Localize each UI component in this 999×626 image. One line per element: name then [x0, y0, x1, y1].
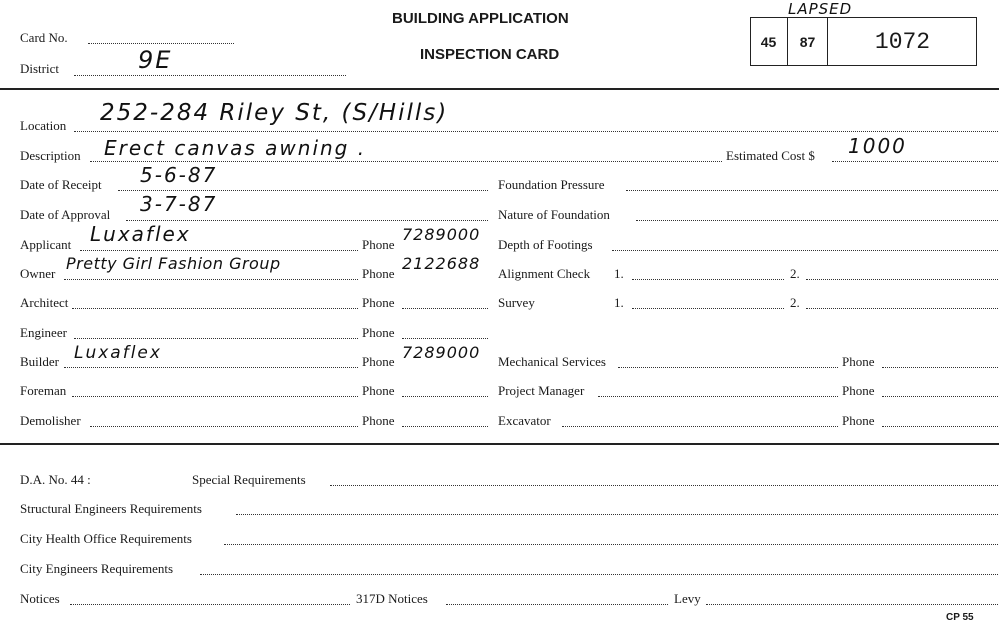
owner-phone-value: 2122688 — [402, 254, 481, 273]
mechanical-line — [618, 367, 838, 368]
card-number-value: 1072 — [874, 28, 931, 55]
card-no-label: Card No. — [20, 30, 68, 45]
notices-line — [70, 604, 350, 605]
health-label: City Health Office Requirements — [20, 531, 192, 546]
foreman-line — [72, 396, 358, 397]
lapsed-stamp: LAPSED — [788, 0, 853, 18]
demolisher-phone-line — [402, 426, 488, 427]
survey-1-line — [632, 308, 784, 309]
box-cell-2 — [788, 17, 828, 66]
demolisher-label: Demolisher — [20, 413, 81, 428]
excavator-line — [562, 426, 838, 427]
builder-label: Builder — [20, 354, 59, 369]
foreman-phone-line — [402, 396, 488, 397]
district-value: 9E — [138, 46, 173, 74]
levy-label: Levy — [674, 591, 701, 606]
date-receipt-value: 5-6-87 — [140, 163, 218, 187]
architect-label: Architect — [20, 295, 69, 310]
nature-foundation-line — [636, 220, 998, 221]
notices-317d-label: 317D Notices — [356, 591, 428, 606]
box1-value: 45 — [760, 33, 777, 50]
city-engineers-label: City Engineers Requirements — [20, 561, 174, 576]
footer-rule — [0, 443, 999, 445]
date-receipt-line — [118, 190, 488, 191]
alignment-check-label: Alignment Check — [498, 266, 591, 281]
location-line — [74, 131, 998, 132]
foundation-pressure-line — [626, 190, 998, 191]
builder-phone-label: Phone — [362, 354, 395, 369]
excavator-phone-line — [882, 426, 998, 427]
applicant-phone-value: 7289000 — [402, 225, 481, 244]
date-approval-value: 3-7-87 — [140, 192, 218, 216]
alignment-1-line — [632, 279, 784, 280]
excavator-phone-label: Phone — [842, 413, 875, 428]
applicant-line — [80, 250, 358, 251]
architect-phone-label: Phone — [362, 295, 395, 310]
survey-2-line — [806, 308, 998, 309]
demolisher-phone-label: Phone — [362, 413, 395, 428]
description-line — [90, 161, 722, 162]
builder-value: Luxaflex — [74, 343, 162, 363]
location-value: 252-284 Riley St, (S/Hills) — [100, 100, 449, 126]
foundation-pressure-label: Foundation Pressure — [498, 177, 605, 192]
alignment-1-label: 1. — [614, 266, 624, 281]
project-manager-label: Project Manager — [498, 383, 585, 398]
location-label: Location — [20, 118, 67, 133]
applicant-label: Applicant — [20, 237, 72, 252]
engineer-phone-label: Phone — [362, 325, 395, 340]
nature-foundation-label: Nature of Foundation — [498, 207, 610, 222]
applicant-phone-label: Phone — [362, 237, 395, 252]
project-manager-phone-label: Phone — [842, 383, 875, 398]
date-receipt-label: Date of Receipt — [20, 177, 102, 192]
owner-label: Owner — [20, 266, 56, 281]
mechanical-label: Mechanical Services — [498, 354, 606, 369]
form-code: CP 55 — [946, 612, 974, 623]
district-label: District — [20, 61, 59, 76]
applicant-value: Luxaflex — [90, 222, 191, 246]
foreman-phone-label: Phone — [362, 383, 395, 398]
structural-line — [236, 514, 998, 515]
foreman-label: Foreman — [20, 383, 67, 398]
date-approval-line — [126, 220, 488, 221]
demolisher-line — [90, 426, 358, 427]
engineer-line — [74, 338, 358, 339]
special-requirements-label: Special Requirements — [192, 472, 306, 487]
district-line — [74, 75, 346, 76]
architect-line — [72, 308, 358, 309]
box-cell-1 — [750, 17, 788, 66]
survey-label: Survey — [498, 295, 535, 310]
architect-phone-line — [402, 308, 488, 309]
structural-label: Structural Engineers Requirements — [20, 501, 202, 516]
depth-footings-label: Depth of Footings — [498, 237, 593, 252]
owner-phone-label: Phone — [362, 266, 395, 281]
engineer-phone-line — [402, 338, 488, 339]
description-value: Erect canvas awning . — [104, 136, 367, 160]
engineer-label: Engineer — [20, 325, 67, 340]
da-no-label: D.A. No. 44 : — [20, 472, 91, 487]
levy-line — [706, 604, 998, 605]
project-manager-phone-line — [882, 396, 998, 397]
card-no-line — [88, 43, 234, 44]
builder-line — [64, 367, 358, 368]
header-rule — [0, 88, 999, 90]
depth-footings-line — [612, 250, 998, 251]
date-approval-label: Date of Approval — [20, 207, 111, 222]
notices-label: Notices — [20, 591, 60, 606]
special-requirements-line — [330, 485, 998, 486]
description-label: Description — [20, 148, 81, 163]
mechanical-phone-line — [882, 367, 998, 368]
health-line — [224, 544, 998, 545]
alignment-2-line — [806, 279, 998, 280]
estimated-cost-line — [832, 161, 998, 162]
title-line1: BUILDING APPLICATION — [392, 10, 569, 27]
survey-2-label: 2. — [790, 295, 800, 310]
city-engineers-line — [200, 574, 998, 575]
box2-value: 87 — [799, 33, 816, 50]
mechanical-phone-label: Phone — [842, 354, 875, 369]
survey-1-label: 1. — [614, 295, 624, 310]
excavator-label: Excavator — [498, 413, 551, 428]
title-line2: INSPECTION CARD — [420, 46, 560, 63]
owner-line — [64, 279, 358, 280]
notices-317d-line — [446, 604, 668, 605]
alignment-2-label: 2. — [790, 266, 800, 281]
estimated-cost-value: 1000 — [848, 134, 907, 158]
project-manager-line — [598, 396, 838, 397]
box-cell-3 — [828, 17, 977, 66]
builder-phone-value: 7289000 — [402, 343, 481, 362]
owner-value: Pretty Girl Fashion Group — [66, 254, 281, 273]
estimated-cost-label: Estimated Cost $ — [726, 148, 815, 163]
